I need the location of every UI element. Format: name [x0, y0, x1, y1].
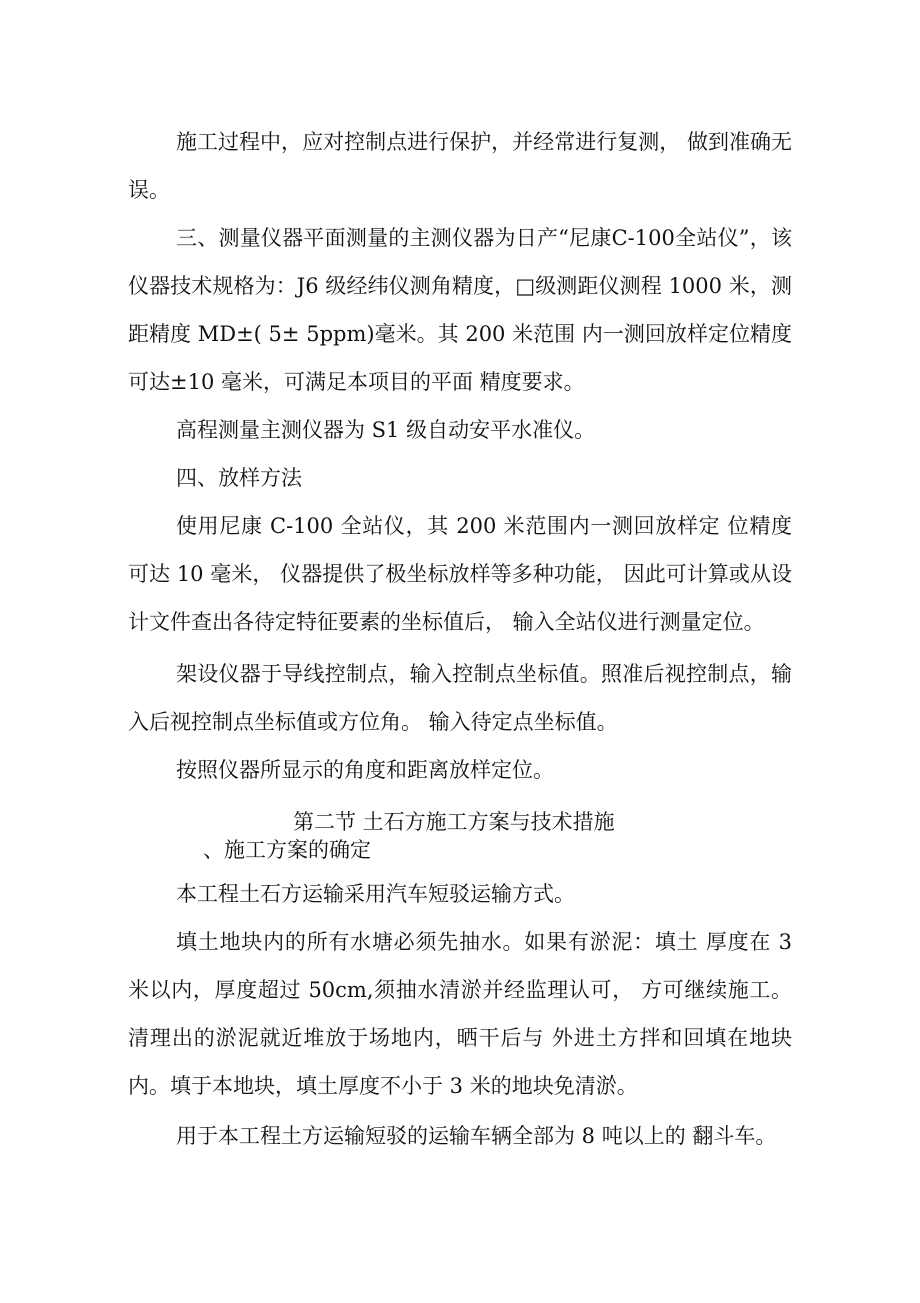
- paragraph-fill-ponds: 填土地块内的所有水塘必须先抽水。如果有淤泥：填土 厚度在 3 米以内，厚度超过 50cm,须抽水清淤并经监理认可， 方可继续施工。清理出的淤泥就近堆放于场地内，晒干后与 外进土方拌和回填在地块内。填于本地块，填土厚度不小于 3 米的地块免清淤。: [128, 930, 792, 1098]
- paragraph-transport-vehicles: 用于本工程土方运输短驳的运输车辆全部为 8 吨以上的 翻斗车。: [176, 1124, 777, 1148]
- paragraph-heading-lofting-method: 四、放样方法: [176, 466, 302, 490]
- paragraph-transport-method: 本工程土石方运输采用汽车短驳运输方式。: [176, 882, 575, 906]
- paragraph-elevation-instrument: 高程测量主测仪器为 S1 级自动安平水准仪。: [176, 418, 596, 442]
- paragraph-lofting-positioning: 按照仪器所显示的角度和距离放样定位。: [176, 758, 554, 782]
- paragraph-lofting-description: 使用尼康 C-100 全站仪，其 200 米范围内一测回放样定 位精度可达 10 毫米， 仪器提供了极坐标放样等多种功能， 因此可计算或从设计文件查出各待定特征要素的坐标值后， 输入全站仪进行测量定位。: [128, 514, 792, 634]
- subsection-title: 、施工方案的确定: [203, 838, 371, 862]
- paragraph-setup-instrument: 架设仪器于导线控制点，输入控制点坐标值。照准后视控制点，输入后视控制点坐标值或方位角。 输入待定点坐标值。: [128, 662, 792, 734]
- paragraph-instrument-specs: 三、测量仪器平面测量的主测仪器为日产“尼康C-100全站仪”，该 仪器技术规格为：J6 级经纬仪测角精度，□级测距仪测程 1000 米，测距精度 MD±( 5± 5ppm)毫米。其 200 米范围 内一测回放样定位精度可达±10 毫米，可满足本项目的平面 精度要求。: [128, 226, 792, 394]
- paragraph-control-point-protection: 施工过程中，应对控制点进行保护，并经常进行复测， 做到准确无误。: [128, 130, 792, 202]
- section-title: 第二节 土石方施工方案与技术措施: [293, 810, 615, 834]
